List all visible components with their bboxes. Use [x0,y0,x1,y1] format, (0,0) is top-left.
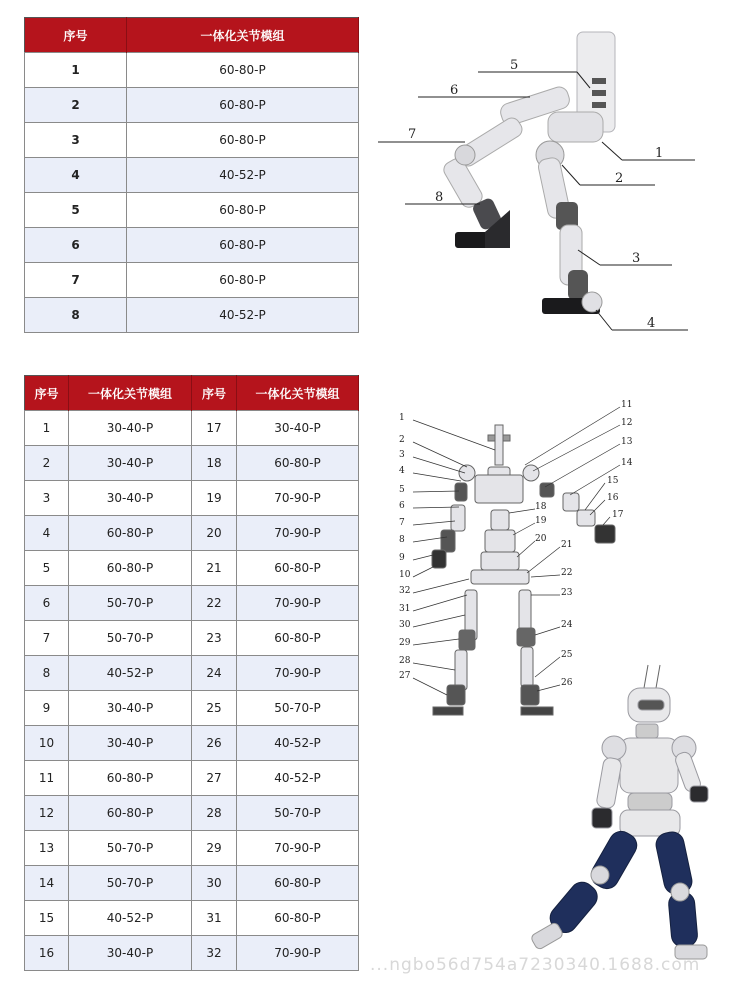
row-index-right: 23 [192,621,237,656]
table-row [25,796,359,831]
row-index-right: 24 [192,656,237,691]
leg-label-7: 7 [408,127,417,142]
row-module-right: 40-52-P [237,761,359,796]
row-index-left: 1 [25,411,69,446]
row-module-left: 30-40-P [69,726,192,761]
table-row [25,516,359,551]
row-module-right: 70-90-P [237,936,359,971]
exploded-label-29: 29 [399,638,411,648]
exploded-label-8: 8 [399,535,405,545]
row-index-right: 21 [192,551,237,586]
exploded-label-27: 27 [399,671,411,681]
table-row [25,263,359,298]
exploded-label-1: 1 [399,413,405,423]
row-module-left: 60-80-P [69,551,192,586]
walking-robot-illustration [520,660,740,980]
row-index-left: 10 [25,726,69,761]
row-module-left: 30-40-P [69,691,192,726]
row-module-right: 60-80-P [237,551,359,586]
leg-label-6: 6 [450,83,459,98]
row-module-left: 30-40-P [69,446,192,481]
table-row [25,726,359,761]
row-module-right: 50-70-P [237,691,359,726]
row-index-left: 5 [25,551,69,586]
exploded-label-24: 24 [561,620,573,630]
exploded-label-6: 6 [399,501,405,511]
leg-label-2: 2 [615,171,624,186]
row-index-left: 8 [25,656,69,691]
exploded-label-25: 25 [561,650,573,660]
row-module: 60-80-P [127,123,359,158]
row-module-left: 50-70-P [69,831,192,866]
row-index-left: 7 [25,621,69,656]
row-index-right: 28 [192,796,237,831]
leg-robot-illustration [441,32,615,314]
exploded-label-10: 10 [399,570,411,580]
table-row [25,88,359,123]
row-module: 60-80-P [127,88,359,123]
row-index-left: 11 [25,761,69,796]
row-index-right: 18 [192,446,237,481]
exploded-label-14: 14 [621,458,633,468]
row-index-right: 17 [192,411,237,446]
exploded-label-3: 3 [399,450,405,460]
table-row [25,901,359,936]
row-index-left: 4 [25,516,69,551]
watermark: ...ngbo56d754a7230340.1688.com [370,955,701,975]
row-module-right: 70-90-P [237,516,359,551]
exploded-label-7: 7 [399,518,405,528]
row-module-right: 40-52-P [237,726,359,761]
row-index-right: 27 [192,761,237,796]
row-module-right: 70-90-P [237,831,359,866]
table-row [25,761,359,796]
row-module-left: 40-52-P [69,901,192,936]
exploded-label-19: 19 [535,516,547,526]
row-module-left: 40-52-P [69,656,192,691]
row-module-right: 30-40-P [237,411,359,446]
row-module-left: 30-40-P [69,936,192,971]
row-index-right: 31 [192,901,237,936]
leg-label-1: 1 [655,146,664,161]
exploded-label-30: 30 [399,620,411,630]
row-module-right: 50-70-P [237,796,359,831]
header-module-right: 一体化关节模组 [237,376,359,411]
row-index-left: 15 [25,901,69,936]
row-index: 8 [25,298,127,333]
exploded-label-4: 4 [399,466,405,476]
row-index-right: 29 [192,831,237,866]
row-index-left: 16 [25,936,69,971]
exploded-label-31: 31 [399,604,411,614]
row-index: 6 [25,228,127,263]
exploded-label-28: 28 [399,656,411,666]
row-index: 7 [25,263,127,298]
row-module: 40-52-P [127,298,359,333]
table-row [25,411,359,446]
row-index-left: 14 [25,866,69,901]
table-row [25,481,359,516]
table-row [25,936,359,971]
exploded-label-2: 2 [399,435,405,445]
table-row [25,158,359,193]
row-module-left: 30-40-P [69,481,192,516]
row-module: 60-80-P [127,193,359,228]
exploded-label-11: 11 [621,400,633,410]
row-module: 60-80-P [127,263,359,298]
row-module-left: 50-70-P [69,866,192,901]
row-index: 3 [25,123,127,158]
row-index-right: 25 [192,691,237,726]
row-index: 5 [25,193,127,228]
row-module-right: 70-90-P [237,586,359,621]
exploded-label-22: 22 [561,568,573,578]
exploded-label-13: 13 [621,437,633,447]
exploded-label-21: 21 [561,540,573,550]
exploded-label-15: 15 [607,476,619,486]
exploded-label-16: 16 [607,493,619,503]
row-module: 60-80-P [127,228,359,263]
row-module-left: 60-80-P [69,516,192,551]
row-module: 60-80-P [127,53,359,88]
row-module-right: 60-80-P [237,901,359,936]
table-header-row [25,376,359,411]
leg-module-table [24,17,359,333]
row-module-right: 60-80-P [237,621,359,656]
table-row [25,586,359,621]
row-index-right: 22 [192,586,237,621]
row-index: 4 [25,158,127,193]
header-index: 序号 [25,18,127,53]
leg-label-4: 4 [647,316,656,331]
exploded-labels [399,400,633,688]
row-index-right: 30 [192,866,237,901]
table-row [25,193,359,228]
exploded-label-26: 26 [561,678,573,688]
row-index-left: 9 [25,691,69,726]
table-row [25,123,359,158]
table-header-row [25,18,359,53]
row-module-right: 70-90-P [237,656,359,691]
row-index-right: 32 [192,936,237,971]
table-row [25,691,359,726]
full-body-module-table [24,375,359,971]
row-index: 2 [25,88,127,123]
exploded-label-9: 9 [399,553,405,563]
row-module: 40-52-P [127,158,359,193]
row-index-left: 13 [25,831,69,866]
row-index-right: 20 [192,516,237,551]
table-row [25,621,359,656]
table-row [25,656,359,691]
row-module-right: 60-80-P [237,446,359,481]
row-module-right: 60-80-P [237,866,359,901]
row-index-left: 3 [25,481,69,516]
exploded-label-12: 12 [621,418,633,428]
leg-label-3: 3 [632,251,641,266]
leg-label-5: 5 [510,58,519,73]
row-module-left: 30-40-P [69,411,192,446]
table-row [25,446,359,481]
table-row [25,228,359,263]
header-index-right: 序号 [192,376,237,411]
row-module-left: 50-70-P [69,586,192,621]
table-row [25,866,359,901]
exploded-label-5: 5 [399,485,405,495]
table-row [25,53,359,88]
header-index-left: 序号 [25,376,69,411]
row-module-right: 70-90-P [237,481,359,516]
row-index-left: 12 [25,796,69,831]
row-index-right: 19 [192,481,237,516]
row-index: 1 [25,53,127,88]
exploded-label-32: 32 [399,586,411,596]
header-module: 一体化关节模组 [127,18,359,53]
leg-diagram [370,20,740,350]
row-module-left: 60-80-P [69,796,192,831]
exploded-label-18: 18 [535,502,547,512]
table-row [25,298,359,333]
exploded-label-23: 23 [561,588,573,598]
table-row [25,831,359,866]
table-row [25,551,359,586]
row-index-left: 2 [25,446,69,481]
row-module-left: 50-70-P [69,621,192,656]
exploded-label-17: 17 [612,510,624,520]
row-index-left: 6 [25,586,69,621]
header-module-left: 一体化关节模组 [69,376,192,411]
row-module-left: 60-80-P [69,761,192,796]
leg-label-8: 8 [435,190,444,205]
exploded-label-20: 20 [535,534,547,544]
row-index-right: 26 [192,726,237,761]
